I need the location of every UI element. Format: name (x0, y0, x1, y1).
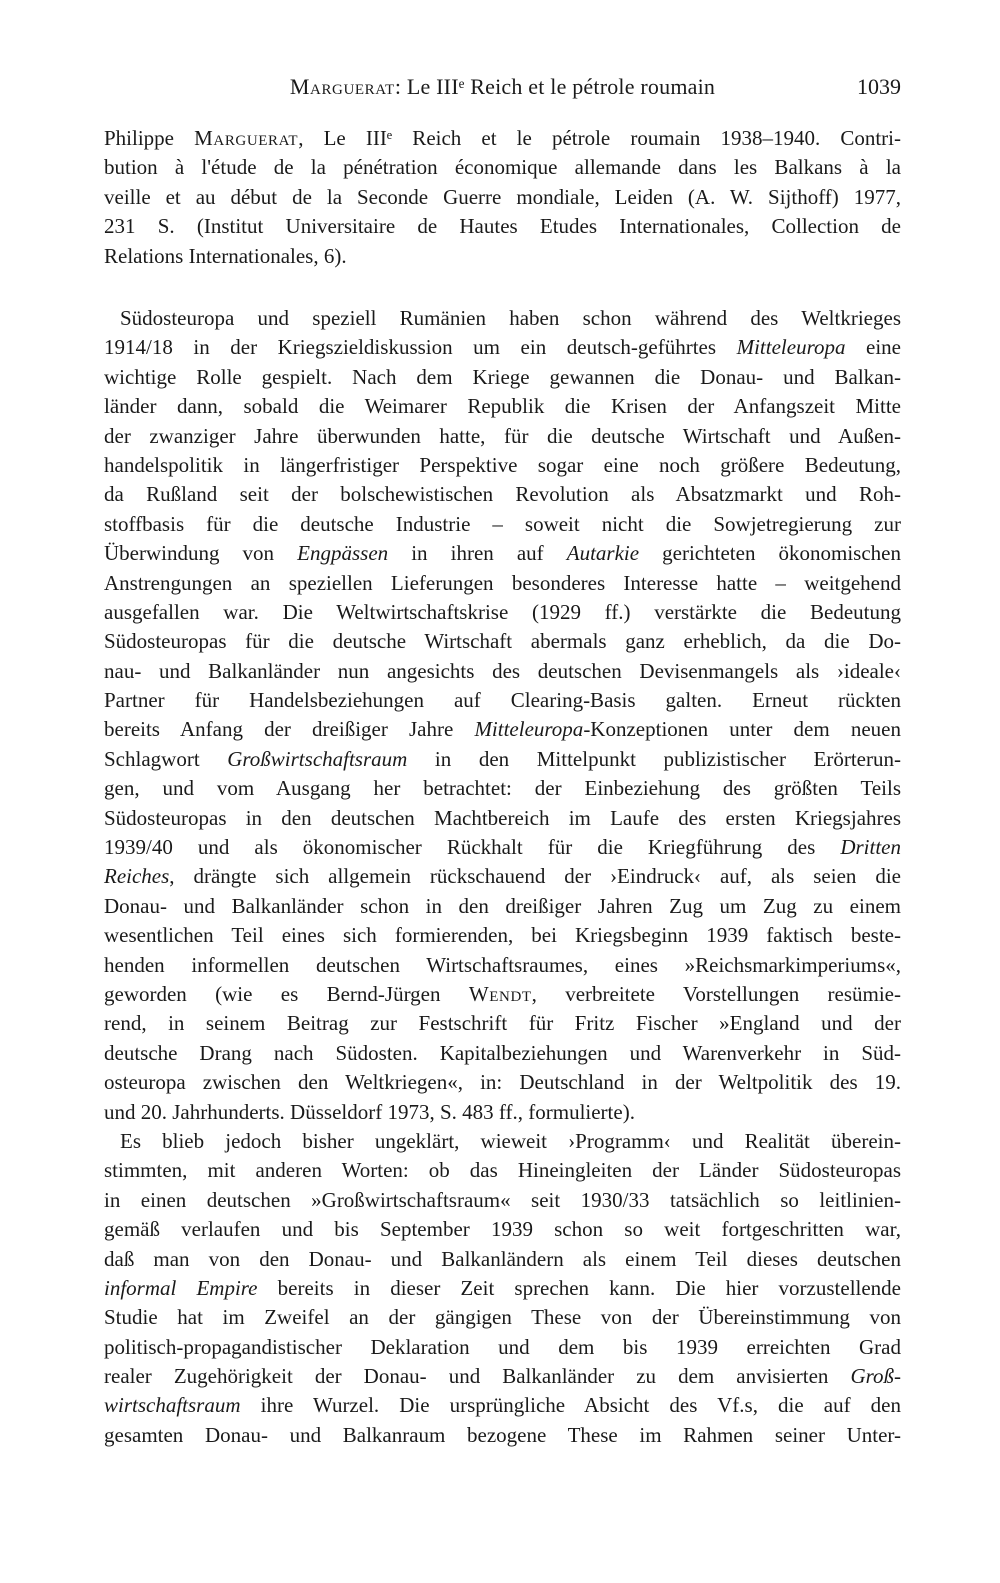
text-segment: bereits Anfang der dreißiger Jahre (104, 717, 475, 742)
body-line (104, 980, 901, 1009)
body-line (104, 804, 901, 833)
body-line (104, 921, 901, 950)
body-line (104, 1303, 901, 1332)
citation-line (104, 124, 901, 153)
body-line (104, 333, 901, 362)
body-line (104, 1333, 901, 1362)
text-segment: bereits in dieser Zeit sprechen kann. Die hier vorzustellende (257, 1275, 902, 1300)
citation-line (104, 153, 901, 182)
body-line (104, 569, 901, 598)
text-segment: Es blieb jedoch bisher ungeklärt, wieweit ›Programm‹ und Realität überein- (120, 1128, 901, 1153)
text-segment: Relations Internationales, 6). (104, 243, 347, 268)
body-line (104, 627, 901, 656)
body-line (104, 304, 901, 333)
text-segment: Südosteuropas für die deutsche Wirtschaft abermals ganz erheblich, da die Do- (104, 629, 901, 654)
running-title-text: : Le IIIᵉ Reich et le pétrole roumain (394, 74, 716, 99)
text-segment: rend, in seinem Beitrag zur Festschrift für Fritz Fischer »England und der (104, 1011, 901, 1036)
body-line (104, 1215, 901, 1244)
body-line (104, 1127, 901, 1156)
body-line (104, 745, 901, 774)
body-line (104, 1362, 901, 1391)
text-segment: 231 S. (Institut Universitaire de Hautes Etudes Internationales, Collection de (104, 214, 901, 239)
text-segment: gesamten Donau- und Balkanraum bezogene These im Rahmen seiner Unter- (104, 1422, 901, 1447)
text-segment: eine (845, 335, 901, 360)
body-line (104, 539, 901, 568)
italic-term: Dritten (840, 835, 901, 860)
text-segment: wesentlichen Teil eines sich formierenden, bei Kriegsbeginn 1939 faktisch beste- (104, 923, 901, 948)
page-number: 1039 (857, 74, 901, 99)
text-segment: gemäß verlaufen und bis September 1939 schon so weit fortgeschritten war, (104, 1217, 901, 1242)
body-line (104, 1039, 901, 1068)
body-line (104, 657, 901, 686)
body-line (104, 892, 901, 921)
italic-term: Großwirtschaftsraum (227, 746, 408, 771)
text-segment: Partner für Handelsbeziehungen auf Clearing-Basis galten. Erneut rückten (104, 688, 901, 713)
running-head (104, 72, 901, 102)
text-segment: Südosteuropa und speziell Rumänien haben schon während des Weltkrieges (120, 306, 901, 330)
italic-term: Mitteleuropa (474, 717, 584, 742)
body-line (104, 1421, 901, 1450)
text-segment: Studie hat im Zweifel an der gängigen These von der Übereinstimmung von (104, 1305, 901, 1330)
body-line (104, 1186, 901, 1215)
text-segment: Anstrengungen an speziellen Lieferungen besonderes Interesse hatte – weitgehend (104, 570, 901, 595)
body-line (104, 715, 901, 744)
text-segment: in einen deutschen »Großwirtschaftsraum« seit 1930/33 tatsächlich so leitlinien- (104, 1187, 901, 1212)
body-line (104, 686, 901, 715)
italic-term: informal Empire (104, 1275, 258, 1300)
citation-line (104, 212, 901, 241)
text-segment: 1914/18 in der Kriegszieldiskussion um ein deutsch-geführtes (104, 335, 737, 360)
bibliographic-citation (104, 124, 901, 271)
text-segment: osteuropa zwischen den Weltkriegen«, in: Deutschland in der Weltpolitik des 19. (104, 1070, 901, 1095)
text-segment: -Konzeptionen unter dem neuen (583, 717, 901, 742)
text-segment: stoffbasis für die deutsche Industrie – soweit nicht die Sowjetregierung zur (104, 511, 901, 536)
body-line (104, 510, 901, 539)
text-segment: in den Mittelpunkt publizistischer Erörterun- (407, 746, 901, 771)
text-segment: bution à l'étude de la pénétration économique allemande dans les Balkans à la (104, 155, 901, 180)
running-title (104, 72, 901, 102)
running-title-author: Marguerat (289, 74, 395, 99)
italic-term: Groß- (850, 1364, 901, 1389)
body-line (104, 1009, 901, 1038)
text-segment: Donau- und Balkanländer schon in den dreißiger Jahren Zug um Zug zu einem (104, 893, 901, 918)
italic-term: Engpässen (297, 541, 389, 566)
text-segment: gen, und vom Ausgang her betrachtet: der Einbeziehung des größten Teils (104, 776, 901, 801)
text-segment: daß man von den Donau- und Balkanländern als einem Teil dieses deutschen (104, 1246, 901, 1271)
body-line (104, 451, 901, 480)
body-line (104, 1245, 901, 1274)
text-segment: , Le IIIᵉ Reich et le pétrole roumain 1938–1940. Contri- (298, 126, 901, 150)
text-segment: gerichteten ökonomischen (639, 541, 902, 566)
text-segment: deutsche Drang nach Südosten. Kapitalbeziehungen und Warenverkehr in Süd- (104, 1040, 901, 1065)
citation-line (104, 183, 901, 212)
text-segment: 1939/40 und als ökonomischer Rückhalt für die Kriegführung des (104, 835, 841, 860)
citation-line (104, 242, 901, 271)
text-segment: länder dann, sobald die Weimarer Republik die Krisen der Anfangszeit Mitte (104, 394, 901, 419)
body-line (104, 833, 901, 862)
text-segment: henden informellen deutschen Wirtschaftsraumes, eines »Reichsmarkimperiums«, (104, 952, 901, 977)
italic-term: Mitteleuropa (736, 335, 846, 360)
body-line (104, 1391, 901, 1420)
body-line (104, 598, 901, 627)
text-segment: , drängte sich allgemein rückschauend der ›Eindruck‹ auf, als seien die (169, 864, 901, 889)
body-line (104, 392, 901, 421)
text-segment: der zwanziger Jahre überwunden hatte, für die deutsche Wirtschaft und Außen- (104, 423, 901, 448)
text-segment: handelspolitik in längerfristiger Perspektive sogar eine noch größere Bedeutung, (104, 452, 901, 477)
text-segment: Überwindung von (104, 541, 298, 566)
text-segment: da Rußland seit der bolschewistischen Revolution als Absatzmarkt und Roh- (104, 482, 901, 507)
body-line (104, 1274, 901, 1303)
body-line (104, 363, 901, 392)
body-line (104, 480, 901, 509)
body-line (104, 951, 901, 980)
text-segment: nau- und Balkanländer nun angesichts des deutschen Devisenmangels als ›ideale‹ (104, 658, 901, 683)
text-segment: ausgefallen war. Die Weltwirtschaftskrise (1929 ff.) verstärkte die Bedeutung (104, 599, 901, 624)
italic-term: Autarkie (566, 541, 640, 566)
text-segment: Philippe (104, 126, 195, 150)
body-line (104, 422, 901, 451)
body-line (104, 1156, 901, 1185)
body-line (104, 862, 901, 891)
text-segment: ihre Wurzel. Die ursprüngliche Absicht des Vf.s, die auf den (240, 1393, 901, 1418)
body-line (104, 1068, 901, 1097)
text-segment: stimmten, mit anderen Worten: ob das Hineingleiten der Länder Südosteuropas (104, 1158, 901, 1183)
text-segment: Schlagwort (104, 746, 228, 771)
italic-term: Reiches (104, 864, 170, 889)
italic-term: wirtschaftsraum (104, 1393, 241, 1418)
text-segment: wichtige Rolle gespielt. Nach dem Kriege gewannen die Donau- und Balkan- (104, 364, 901, 389)
text-segment: , verbreitete Vorstellungen resümie- (531, 981, 901, 1006)
review-body-text (104, 304, 901, 1450)
text-segment: geworden (wie es Bernd-Jürgen (104, 981, 469, 1006)
body-line (104, 1098, 901, 1127)
text-segment: in ihren auf (388, 541, 567, 566)
text-segment: veille et au début de la Seconde Guerre mondiale, Leiden (A. W. Sijthoff) 1977, (104, 184, 901, 209)
body-line (104, 774, 901, 803)
author-name: Wendt (468, 981, 532, 1006)
author-name: Marguerat (194, 126, 299, 150)
text-segment: und 20. Jahrhunderts. Düsseldorf 1973, S. 483 ff., formulierte). (104, 1099, 635, 1124)
text-segment: realer Zugehörigkeit der Donau- und Balkanländer zu dem anvisierten (104, 1364, 851, 1389)
text-segment: politisch-propagandistischer Deklaration und dem bis 1939 erreichten Grad (104, 1334, 901, 1359)
text-segment: Südosteuropas in den deutschen Machtbereich im Laufe des ersten Kriegsjahres (104, 805, 901, 830)
